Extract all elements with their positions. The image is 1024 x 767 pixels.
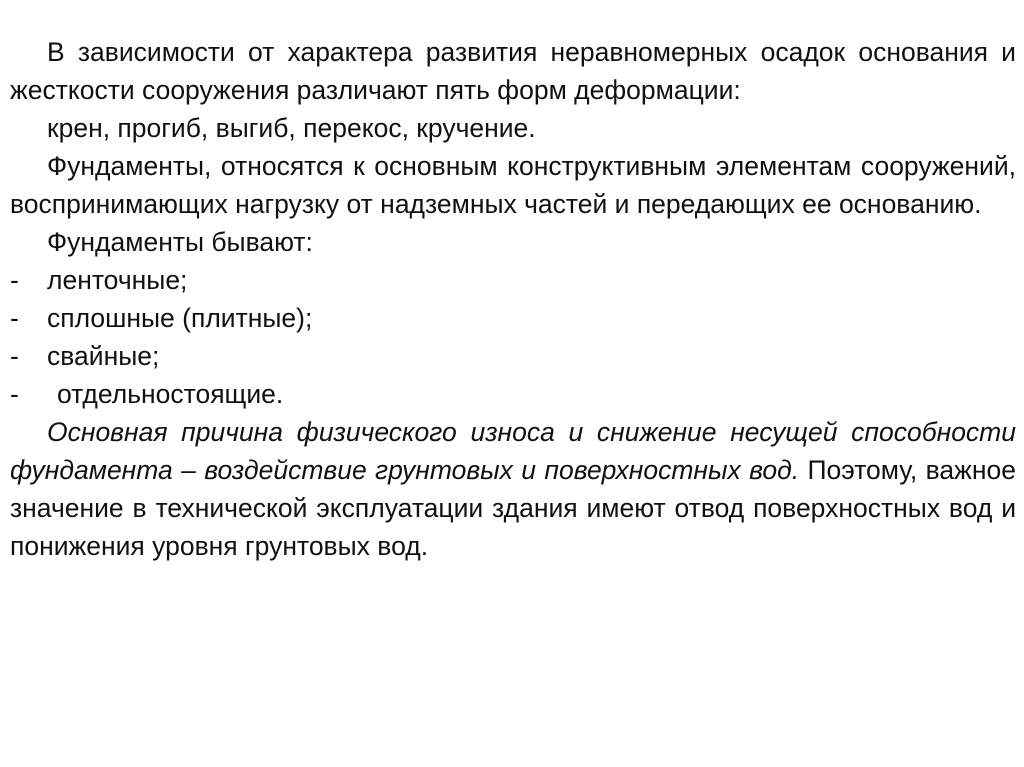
- list-item: [10, 375, 1016, 413]
- list-marker: -: [10, 303, 19, 333]
- list-marker: -: [10, 341, 19, 371]
- paragraph-foundations-definition: Фундаменты, относятся к основным конструктивным элементам сооружений, воспринимающих нагрузку от надземных частей и передающих ее основанию.: [10, 151, 1016, 219]
- paragraph-deformation-forms: В зависимости от характера развития неравномерных осадок основания и жесткости сооружения различают пять форм деформации:: [10, 37, 1016, 105]
- list-item-text: отдельностоящие.: [57, 379, 284, 409]
- list-item-text: свайные;: [47, 341, 160, 371]
- paragraph-physical-wear: [10, 413, 1016, 565]
- foundation-types-list: [10, 261, 1016, 413]
- document-body: [10, 33, 1016, 565]
- list-item: [10, 261, 1016, 299]
- list-item: [10, 299, 1016, 337]
- paragraph-physical-wear-italic: Основная причина физического износа и снижение несущей способности фундамента – воздействие грунтовых и поверхностных вод.: [10, 417, 1016, 485]
- paragraph-foundations-types-heading: Фундаменты бывают:: [47, 227, 313, 257]
- paragraph-deformation-list: крен, прогиб, выгиб, перекос, кручение.: [47, 113, 536, 143]
- paragraph-physical-wear-normal: Поэтому, важное значение в технической эксплуатации здания имеют отвод поверхностных вод и понижения уровня грунтовых вод.: [10, 455, 1016, 561]
- list-item-text: ленточные;: [47, 265, 188, 295]
- list-marker: -: [10, 379, 19, 409]
- list-marker: -: [10, 265, 19, 295]
- list-item-text: сплошные (плитные);: [47, 303, 313, 333]
- list-item: [10, 337, 1016, 375]
